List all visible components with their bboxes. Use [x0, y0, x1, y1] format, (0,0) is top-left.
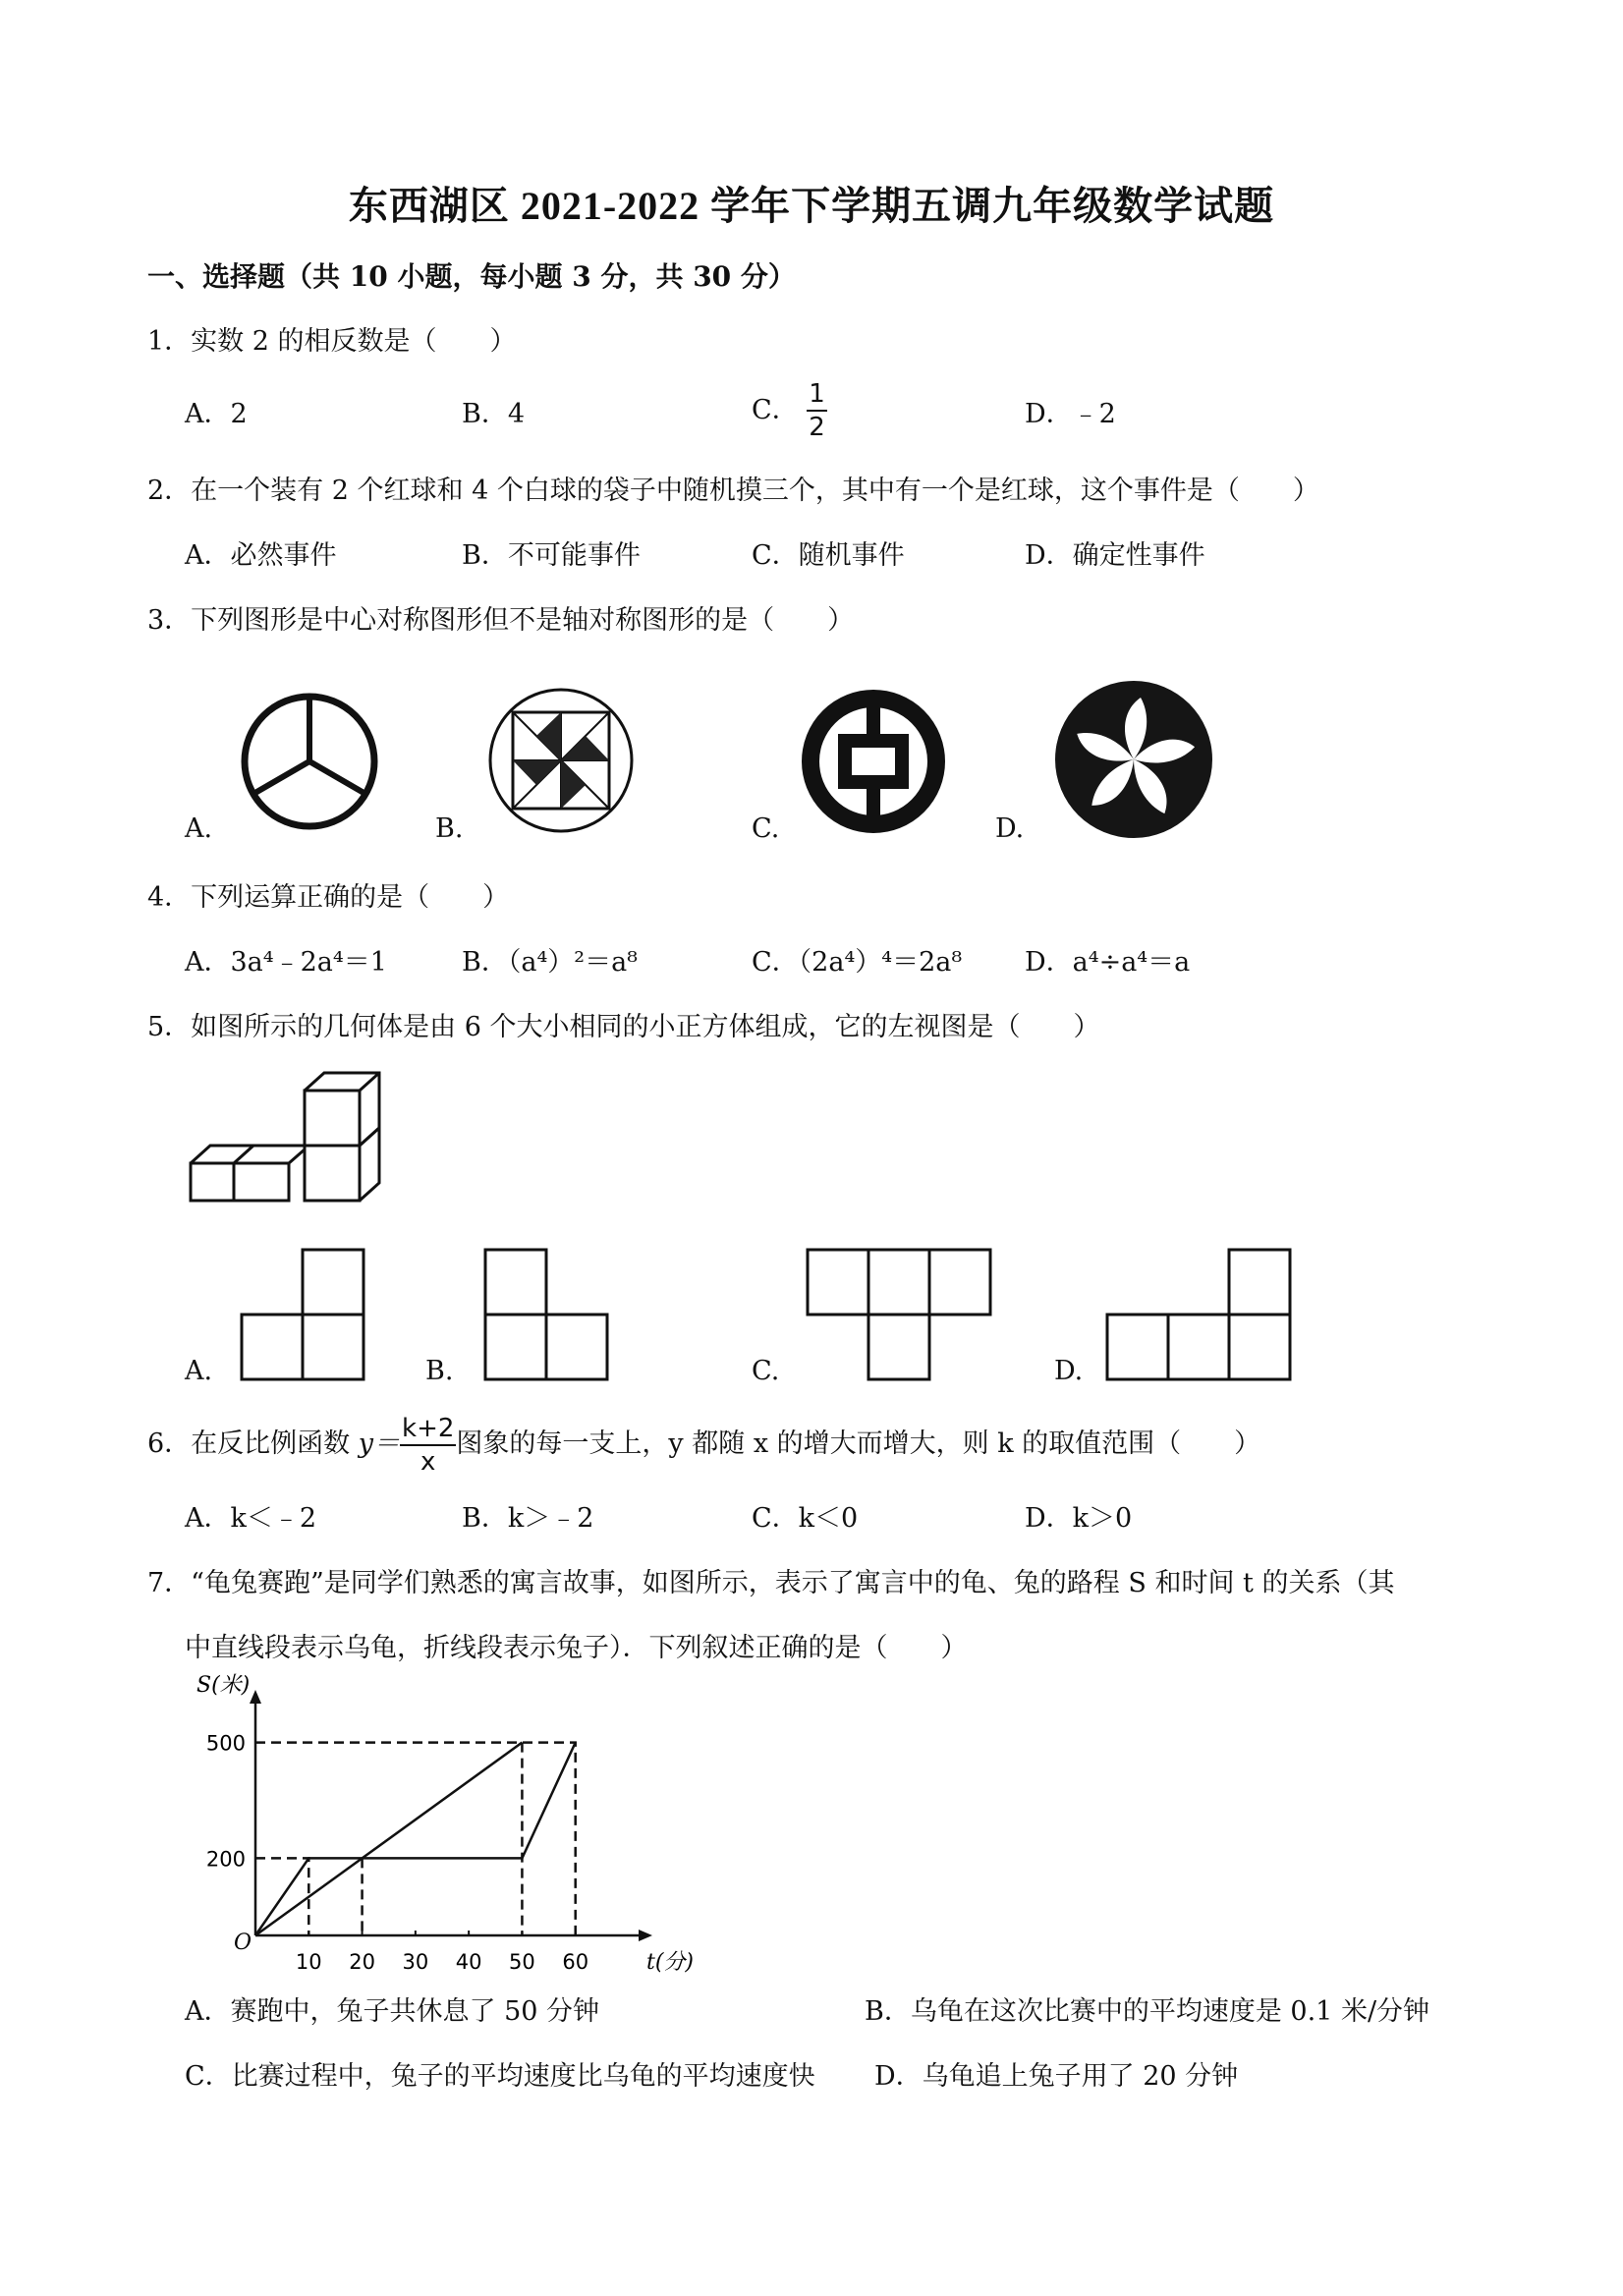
- q2-option-b: B．不可能事件: [462, 540, 641, 571]
- q2-stem: 2．在一个装有 2 个红球和 4 个白球的袋子中随机摸三个，其中有一个是红球，这个事件是（ ）: [147, 476, 1319, 506]
- section-heading: 一、选择题（共 10 小题，每小题 3 分，共 30 分）: [147, 260, 796, 293]
- q4-option-d: D．a⁴÷a⁴＝a: [1025, 947, 1191, 978]
- x-axis-title: t(分): [646, 1950, 695, 1975]
- view-option-c-figure: [804, 1246, 996, 1383]
- x-tick-label: 20: [349, 1950, 375, 1974]
- q7-stem-line1: 7．“龟兔赛跑”是同学们熟悉的寓言故事，如图所示，表示了寓言中的龟、兔的路程 S 和时间 t 的关系（其: [147, 1568, 1395, 1598]
- y-tick-label: 200: [205, 1847, 246, 1872]
- guide-line: [255, 1743, 576, 1935]
- bauhinia-flower-figure: [1052, 678, 1215, 841]
- q4-stem: 4．下列运算正确的是（ ）: [147, 882, 510, 913]
- q7-option-d: D．乌龟追上兔子用了 20 分钟: [874, 2061, 1239, 2092]
- distance-time-chart: [187, 1673, 695, 1975]
- rabbit-line: [255, 1743, 576, 1935]
- view-option-b-figure: [481, 1246, 611, 1383]
- q4-option-c: C．（2a⁴）⁴＝2a⁸: [752, 947, 963, 978]
- x-tick-label: 60: [562, 1950, 589, 1974]
- q1-option-d: D．﹣2: [1025, 399, 1116, 429]
- q5-stem: 5．如图所示的几何体是由 6 个大小相同的小正方体组成，它的左视图是（ ）: [147, 1012, 1100, 1042]
- q6-option-d: D．k＞0: [1025, 1503, 1133, 1534]
- x-tick-label: 30: [402, 1950, 429, 1974]
- fraction: $\frac{1}{2}$: [809, 379, 825, 442]
- q3-option-c: C.: [752, 813, 780, 844]
- q5-option-d: D.: [1054, 1356, 1084, 1386]
- coin-emblem-figure: [798, 686, 949, 837]
- origin-label: O: [234, 1931, 252, 1955]
- q2-option-a: A．必然事件: [185, 540, 337, 571]
- q3-option-a: A.: [185, 813, 213, 844]
- q7-option-c: C．比赛过程中，兔子的平均速度比乌龟的平均速度快: [185, 2061, 815, 2092]
- q7-stem-line2: 中直线段表示乌龟，折线段表示兔子）．下列叙述正确的是（ ）: [185, 1633, 968, 1663]
- q2-option-c: C．随机事件: [752, 540, 905, 571]
- q1-option-c: C． $\frac{1}{2}$: [752, 379, 825, 442]
- q3-stem: 3．下列图形是中心对称图形但不是轴对称图形的是（ ）: [147, 605, 855, 636]
- view-option-a-figure: [238, 1246, 367, 1383]
- q5-option-b: B.: [425, 1356, 454, 1386]
- star-circle-figure: [236, 688, 383, 835]
- y-axis-title: S(米): [196, 1673, 251, 1698]
- x-axis-arrow: [639, 1930, 652, 1941]
- y-axis-arrow: [250, 1690, 261, 1704]
- tortoise-line: [255, 1743, 522, 1935]
- fraction: $\frac{k+2}{x}$: [402, 1413, 455, 1477]
- q6-stem: 6．在反比例函数 y＝ $\frac{k+2}{x}$ 图象的每一支上，y 都随 x 的增大而增大，则 k 的取值范围（ ）: [147, 1413, 1261, 1477]
- q6-option-c: C．k＜0: [752, 1503, 859, 1534]
- q5-option-a: A.: [185, 1356, 213, 1386]
- q1-stem: 1．实数 2 的相反数是（ ）: [147, 326, 517, 357]
- q7-option-b: B．乌龟在这次比赛中的平均速度是 0.1 米/分钟: [865, 1996, 1430, 2027]
- q3-option-b: B.: [435, 813, 464, 844]
- q4-option-a: A．3a⁴﹣2a⁴＝1: [185, 947, 387, 978]
- q3-option-d: D.: [995, 813, 1025, 844]
- x-tick-label: 10: [295, 1950, 322, 1974]
- pinwheel-circle-figure: [486, 686, 636, 835]
- x-tick-label: 40: [455, 1950, 482, 1974]
- q1-option-a: A．2: [185, 399, 248, 429]
- y-tick-label: 500: [205, 1731, 246, 1756]
- q6-option-b: B．k＞﹣2: [462, 1503, 594, 1534]
- q4-option-b: B．（a⁴）²＝a⁸: [462, 947, 639, 978]
- q1-option-b: B．4: [462, 399, 526, 429]
- q7-option-a: A．赛跑中，兔子共休息了 50 分钟: [185, 1996, 600, 2027]
- q6-option-a: A．k＜﹣2: [185, 1503, 317, 1534]
- q5-option-c: C.: [752, 1356, 780, 1386]
- page-title: 东西湖区 2021-2022 学年下学期五调九年级数学试题: [348, 184, 1275, 228]
- view-option-d-figure: [1103, 1246, 1296, 1383]
- cube-solid-figure: [187, 1069, 393, 1216]
- q2-option-d: D．确定性事件: [1025, 540, 1205, 571]
- x-tick-label: 50: [509, 1950, 535, 1974]
